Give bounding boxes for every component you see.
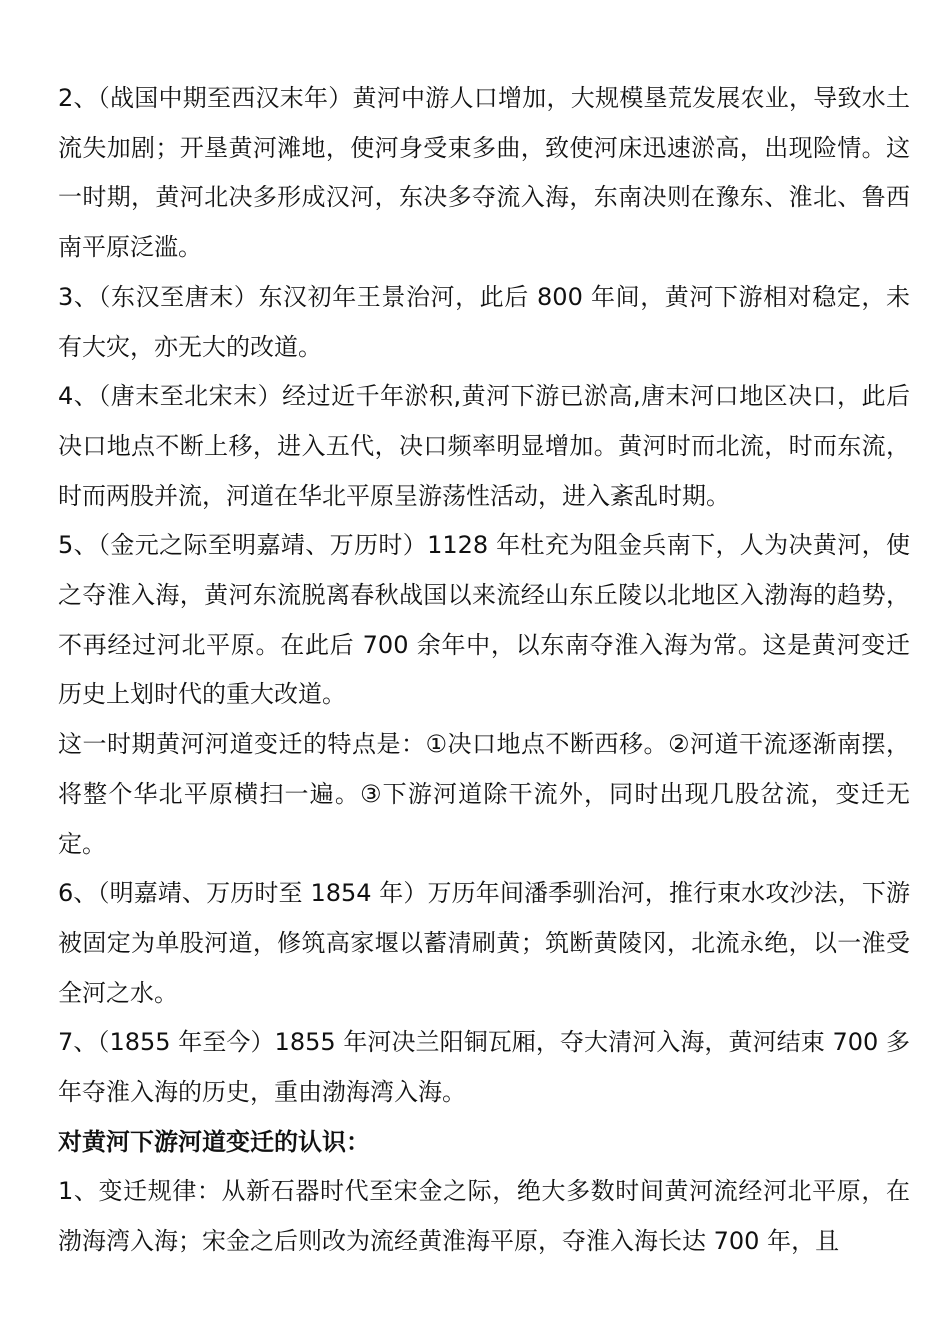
paragraph-period-6: 6、（明嘉靖、万历时至 1854 年）万历年间潘季驯治河，推行束水攻沙法，下游被固定为单股河道，修筑高家堰以蓄清刷黄；筑断黄陵冈，北流永绝，以一淮受全河之水。 [58, 879, 910, 1007]
paragraph-period-5: 5、（金元之际至明嘉靖、万历时）1128 年杜充为阻金兵南下，人为决黄河，使之夺淮入海，黄河东流脱离春秋战国以来流经山东丘陵以北地区入渤海的趋势，不再经过河北平原。在此后 700 余年中，以东南夺淮入海为常。这是黄河变迁历史上划时代的重大改道。 [58, 531, 910, 709]
document-body [58, 74, 910, 1267]
paragraph-period-2: 2、（战国中期至西汉末年）黄河中游人口增加，大规模垦荒发展农业，导致水土流失加剧；开垦黄河滩地，使河身受束多曲，致使河床迅速淤高，出现险情。这一时期，黄河北决多形成汉河，东决多夺流入海，东南决则在豫东、淮北、鲁西南平原泛滥。 [58, 84, 910, 262]
section-heading: 对黄河下游河道变迁的认识： [58, 1127, 370, 1156]
paragraph-pattern: 1、变迁规律：从新石器时代至宋金之际，绝大多数时间黄河流经河北平原，在渤海湾入海；宋金之后则改为流经黄淮海平原，夺淮入海长达 700 年，且 [58, 1177, 910, 1256]
paragraph-period-3: 3、（东汉至唐末）东汉初年王景治河，此后 800 年间，黄河下游相对稳定，未有大灾，亦无大的改道。 [58, 282, 910, 361]
paragraph-period-4: 4、（唐末至北宋末）经过近千年淤积,黄河下游已淤高,唐末河口地区决口，此后决口地点不断上移，进入五代，决口频率明显增加。黄河时而北流，时而东流，时而两股并流，河道在华北平原呈游荡性活动，进入紊乱时期。 [58, 382, 910, 510]
paragraph-period-5-features: 这一时期黄河河道变迁的特点是：①决口地点不断西移。②河道干流逐渐南摆，将整个华北平原横扫一遍。③下游河道除干流外，同时出现几股岔流，变迁无定。 [58, 730, 910, 858]
paragraph-period-7: 7、（1855 年至今）1855 年河决兰阳铜瓦厢，夺大清河入海，黄河结束 700 多年夺淮入海的历史，重由渤海湾入海。 [58, 1028, 910, 1107]
